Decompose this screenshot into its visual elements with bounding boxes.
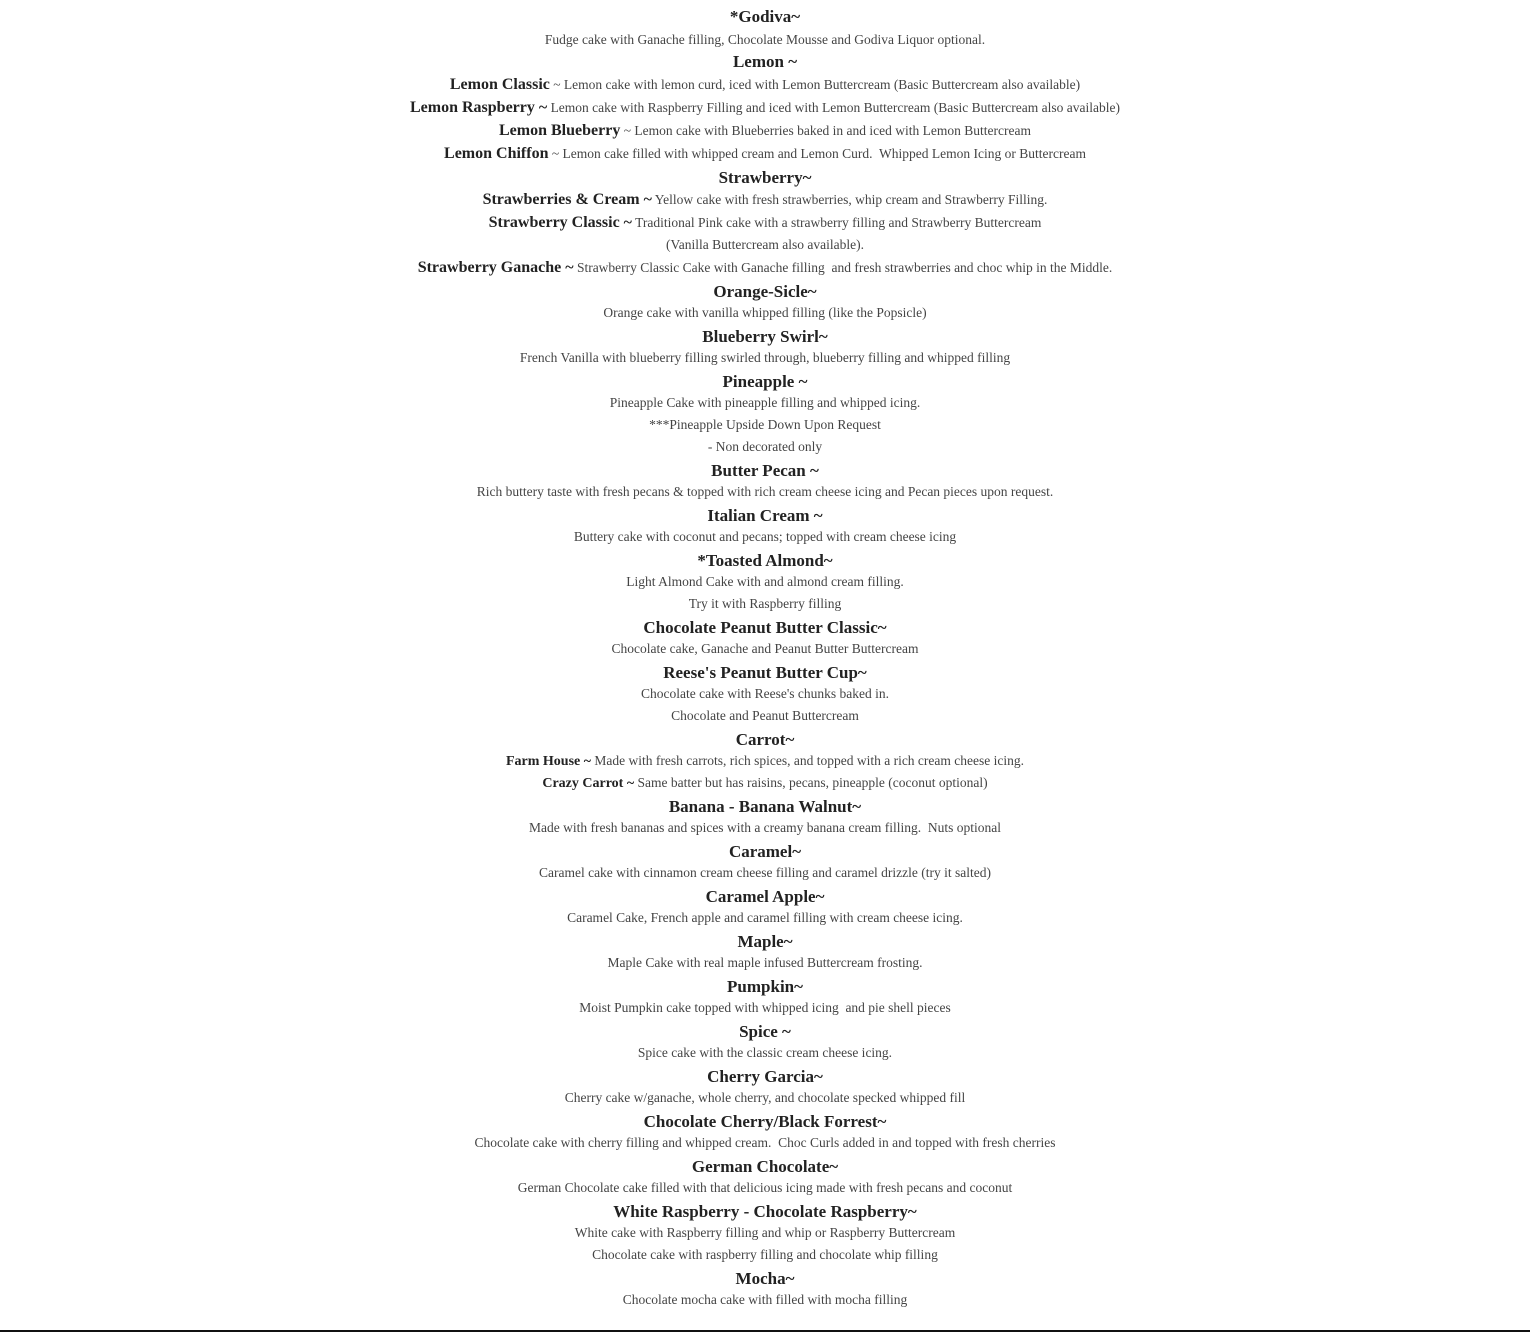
- flavor-description-text: Chocolate cake with raspberry filling and chocolate whip filling: [592, 1247, 938, 1262]
- flavor-description-text: Orange cake with vanilla whipped filling (like the Popsicle): [603, 305, 927, 320]
- flavor-description: [0, 530, 1530, 544]
- flavor-description-text: Chocolate cake with Reese's chunks baked in.: [641, 686, 889, 701]
- flavor-description-text: Chocolate cake, Ganache and Peanut Butter Buttercream: [611, 641, 919, 656]
- flavor-description-text: Made with fresh carrots, rich spices, and topped with a rich cream cheese icing.: [591, 753, 1024, 768]
- flavor-description: [0, 306, 1530, 320]
- flavor-description-text: Same batter but has raisins, pecans, pineapple (coconut optional): [634, 775, 988, 790]
- flavor-heading: [0, 1203, 1530, 1220]
- flavor-heading: [0, 552, 1530, 569]
- flavor-heading-text: Chocolate Cherry/Black Forrest~: [643, 1112, 887, 1131]
- flavor-description-text: Caramel Cake, French apple and caramel filling with cream cheese icing.: [567, 910, 963, 925]
- flavor-description-text: Moist Pumpkin cake topped with whipped icing and pie shell pieces: [579, 1000, 951, 1015]
- flavor-description-text: Spice cake with the classic cream cheese icing.: [637, 1045, 893, 1060]
- flavor-description-text: ~ Lemon cake with Blueberries baked in and iced with Lemon Buttercream: [620, 123, 1031, 138]
- flavor-heading-text: Carrot~: [735, 730, 795, 749]
- flavor-description-text: Chocolate cake with cherry filling and whipped cream. Choc Curls added in and topped with fresh cherries: [474, 1135, 1056, 1150]
- flavor-description-text: Made with fresh bananas and spices with a creamy banana cream filling. Nuts optional: [529, 820, 1001, 835]
- flavor-description: [0, 911, 1530, 925]
- flavor-description-text: French Vanilla with blueberry filling swirled through, blueberry filling and whipped filling: [519, 350, 1011, 365]
- flavor-heading: [0, 8, 1530, 25]
- flavor-heading-text: Banana - Banana Walnut~: [668, 797, 862, 816]
- flavor-description: [0, 575, 1530, 589]
- flavor-description-text: Cherry cake w/ganache, whole cherry, and chocolate specked whipped fill: [564, 1090, 966, 1105]
- flavor-heading: [0, 1023, 1530, 1040]
- flavor-description-text: Chocolate mocha cake with filled with mocha filling: [622, 1292, 908, 1307]
- flavor-description: [0, 1046, 1530, 1060]
- flavor-heading: [0, 1158, 1530, 1175]
- flavor-description-text: Traditional Pink cake with a strawberry filling and Strawberry Buttercream: [632, 215, 1042, 230]
- flavor-description: [0, 351, 1530, 365]
- flavor-description: [0, 1001, 1530, 1015]
- flavor-description-text: White cake with Raspberry filling and whip or Raspberry Buttercream: [574, 1225, 956, 1240]
- flavor-description: [0, 123, 1530, 139]
- flavor-description: [0, 1091, 1530, 1105]
- flavor-heading-text: Mocha~: [735, 1269, 795, 1288]
- flavor-heading: [0, 53, 1530, 70]
- flavor-description: [0, 192, 1530, 208]
- flavor-heading: [0, 462, 1530, 479]
- flavor-heading: [0, 169, 1530, 186]
- flavor-heading-text: Pumpkin~: [727, 977, 803, 996]
- flavor-heading: [0, 888, 1530, 905]
- flavor-variant-name: Farm House ~: [505, 754, 592, 769]
- flavor-description: [0, 1136, 1530, 1150]
- flavor-heading-text: Chocolate Peanut Butter Classic~: [643, 618, 887, 637]
- flavor-description-text: Pineapple Cake with pineapple filling and whipped icing.: [609, 395, 921, 410]
- flavor-description-text: Caramel cake with cinnamon cream cheese filling and caramel drizzle (try it salted): [538, 865, 992, 880]
- flavor-heading: [0, 933, 1530, 950]
- flavor-description-text: Lemon cake with Raspberry Filling and iced with Lemon Buttercream (Basic Buttercream also available): [547, 100, 1120, 115]
- flavor-heading-text: Orange-Sicle~: [713, 282, 817, 301]
- flavor-heading-text: *Godiva~: [729, 7, 801, 26]
- flavor-description: [0, 396, 1530, 410]
- flavor-description-text: ~ Lemon cake filled with whipped cream and Lemon Curd. Whipped Lemon Icing or Buttercream: [548, 146, 1086, 161]
- flavor-heading-text: Italian Cream ~: [707, 506, 823, 525]
- flavor-description: [0, 215, 1530, 231]
- flavor-heading-text: Reese's Peanut Butter Cup~: [663, 663, 867, 682]
- bottom-divider: [0, 1330, 1530, 1332]
- flavor-heading-text: Lemon ~: [732, 52, 798, 71]
- flavor-heading: [0, 619, 1530, 636]
- flavor-description: [0, 1226, 1530, 1240]
- flavor-heading: [0, 373, 1530, 390]
- flavor-description-text: Fudge cake with Ganache filling, Chocolate Mousse and Godiva Liquor optional.: [544, 32, 986, 47]
- flavor-heading: [0, 664, 1530, 681]
- flavor-description: [0, 956, 1530, 970]
- flavor-description: [0, 1248, 1530, 1262]
- flavor-description-text: (Vanilla Buttercream also available).: [666, 237, 864, 252]
- flavor-heading: [0, 978, 1530, 995]
- flavor-heading-text: Butter Pecan ~: [711, 461, 819, 480]
- flavor-variant-name: Crazy Carrot ~: [542, 776, 635, 791]
- flavor-description-text: Maple Cake with real maple infused Buttercream frosting.: [607, 955, 923, 970]
- flavor-description-text: Strawberry Classic Cake with Ganache filling and fresh strawberries and choc whip in the Middle.: [573, 260, 1113, 275]
- flavor-heading: [0, 507, 1530, 524]
- flavor-description: [0, 597, 1530, 611]
- flavor-heading-text: White Raspberry - Chocolate Raspberry~: [613, 1202, 917, 1221]
- flavor-heading: [0, 843, 1530, 860]
- flavor-description-text: - Non decorated only: [707, 439, 823, 454]
- flavor-description: [0, 642, 1530, 656]
- flavor-variant-name: Lemon Blueberry: [499, 122, 621, 139]
- flavor-description-text: Rich buttery taste with fresh pecans & topped with rich cream cheese icing and Pecan pieces upon request.: [476, 484, 1054, 499]
- flavor-description: [0, 440, 1530, 454]
- flavor-description: [0, 100, 1530, 116]
- flavor-heading: [0, 798, 1530, 815]
- flavor-heading-text: Maple~: [737, 932, 793, 951]
- flavor-description-text: ~ Lemon cake with lemon curd, iced with Lemon Buttercream (Basic Buttercream also available): [549, 77, 1081, 92]
- flavor-heading-text: *Toasted Almond~: [697, 551, 833, 570]
- flavor-description: [0, 866, 1530, 880]
- flavor-heading: [0, 731, 1530, 748]
- flavor-heading-text: Caramel Apple~: [705, 887, 825, 906]
- flavor-variant-name: Lemon Raspberry ~: [409, 99, 548, 116]
- flavor-variant-name: Strawberries & Cream ~: [482, 191, 652, 208]
- flavor-variant-name: Lemon Classic: [449, 76, 550, 93]
- flavor-description: [0, 33, 1530, 47]
- flavor-heading-text: Strawberry~: [718, 168, 812, 187]
- flavor-variant-name: Strawberry Classic ~: [488, 214, 632, 231]
- flavor-description-text: ***Pineapple Upside Down Upon Request: [649, 417, 881, 432]
- flavor-description: [0, 260, 1530, 276]
- flavor-description: [0, 687, 1530, 701]
- flavor-variant-name: Lemon Chiffon: [444, 145, 549, 162]
- flavor-description: [0, 238, 1530, 252]
- flavor-description-text: Yellow cake with fresh strawberries, whip cream and Strawberry Filling.: [651, 192, 1048, 207]
- flavor-description: [0, 146, 1530, 162]
- flavor-heading-text: Pineapple ~: [722, 372, 808, 391]
- flavor-description-text: Chocolate and Peanut Buttercream: [671, 708, 859, 723]
- flavor-heading-text: Blueberry Swirl~: [702, 327, 828, 346]
- flavor-description: [0, 1293, 1530, 1307]
- flavor-heading: [0, 1113, 1530, 1130]
- flavor-heading: [0, 283, 1530, 300]
- flavor-description: [0, 709, 1530, 723]
- flavor-heading-text: Cherry Garcia~: [707, 1067, 823, 1086]
- flavor-heading: [0, 328, 1530, 345]
- flavor-description-text: Light Almond Cake with and almond cream filling.: [626, 574, 904, 589]
- flavor-description: [0, 418, 1530, 432]
- flavor-description: [0, 821, 1530, 835]
- flavor-heading-text: Caramel~: [728, 842, 802, 861]
- flavor-description: [0, 1181, 1530, 1195]
- flavor-heading-text: Spice ~: [739, 1022, 791, 1041]
- flavor-description: [0, 754, 1530, 769]
- flavor-description: [0, 77, 1530, 93]
- flavor-variant-name: Strawberry Ganache ~: [417, 259, 574, 276]
- flavor-description: [0, 776, 1530, 791]
- flavor-description-text: Buttery cake with coconut and pecans; topped with cream cheese icing: [573, 529, 957, 544]
- flavor-description: [0, 485, 1530, 499]
- flavor-description-text: Try it with Raspberry filling: [688, 596, 842, 611]
- flavor-heading: [0, 1068, 1530, 1085]
- flavor-description-text: German Chocolate cake filled with that delicious icing made with fresh pecans and coconut: [517, 1180, 1013, 1195]
- flavor-heading-text: German Chocolate~: [691, 1157, 839, 1176]
- flavor-heading: [0, 1270, 1530, 1287]
